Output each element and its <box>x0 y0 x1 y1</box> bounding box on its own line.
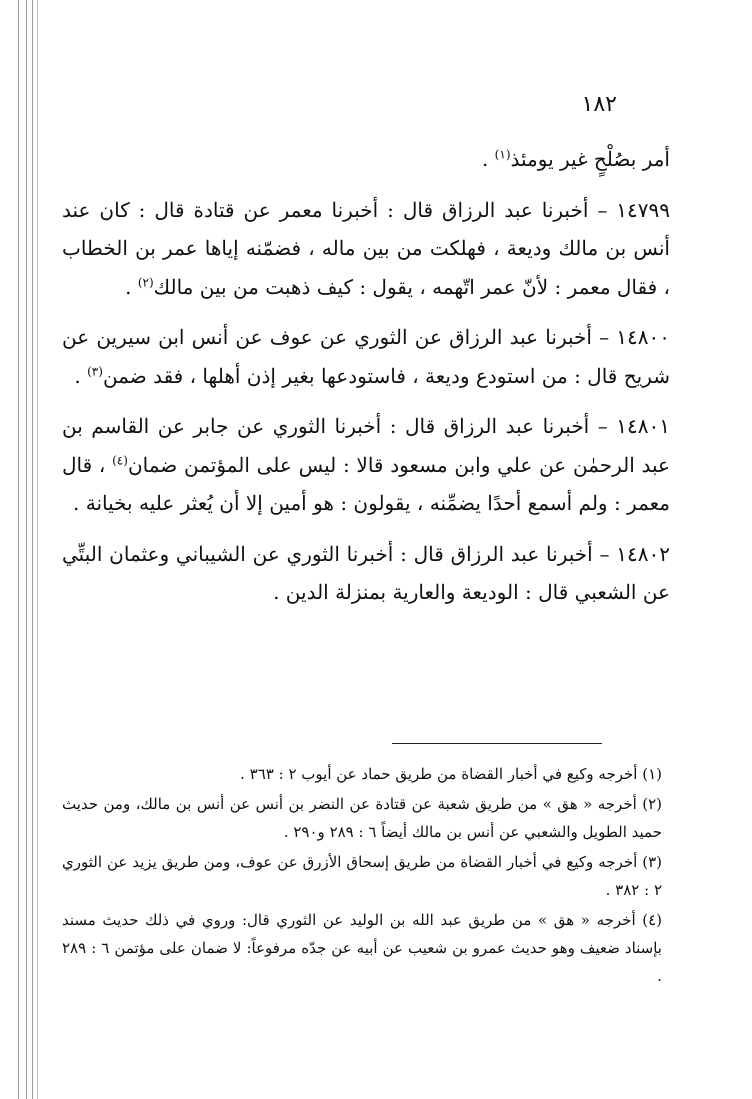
hadith-14801: ١٤٨٠١ – أخبرنا عبد الرزاق قال : أخبرنا الثوري عن جابر عن القاسم بن عبد الرحمٰن عن علي وابن مسعود قالا : ليس على المؤتمن ضمان$^{(٤)}$ ، قال معمر : ولم أسمع أحدًا يضمِّنه ، يقولون : هو أمين إلا أن يُعثر عليه بخيانة . <box>62 414 670 515</box>
hadith-14802: ١٤٨٠٢ – أخبرنا عبد الرزاق قال : أخبرنا الثوري عن الشيباني وعثمان البتِّي عن الشعبي قال : الوديعة والعارية بمنزلة الدين . <box>62 541 670 604</box>
footnote-ref: (٣) <box>87 363 103 378</box>
footnote-3: (٣) أخرجه وكيع في أخبار القضاة من طريق إسحاق الأزرق عن عوف، ومن طريق يزيد عن الثوري ٢ : ٣٨٢ . <box>62 853 662 899</box>
hadith-14800: ١٤٨٠٠ – أخبرنا عبد الرزاق عن الثوري عن عوف عن أنس ابن سيرين عن شريح قال : من استودع وديعة ، فاستودعها بغير إذن أهلها ، فقد ضمن$^{(٣)}$ . <box>62 325 670 388</box>
paragraph-continuation: أمر بصُلْحٍ غير يومئذ$^{(١)}$ . <box>481 147 670 171</box>
footnote-ref: (١) <box>494 147 511 162</box>
footnote-ref: (٢) <box>137 274 154 289</box>
footnote-ref: (٤) <box>112 452 128 467</box>
page-edge-line <box>37 0 38 1099</box>
main-text <box>62 140 670 612</box>
hadith-14799: ١٤٧٩٩ – أخبرنا عبد الرزاق قال : أخبرنا معمر عن قتادة قال : كان عند أنس بن مالك وديعة ، فهلكت من بين ماله ، فضمّنه إياها عمر بن الخطاب ، فقال معمر : لأنّ عمر اتّهمه ، يقول : كيف ذهبت من بين مالك$^{(٢)}$ . <box>62 197 670 299</box>
footnotes <box>62 760 662 992</box>
footnote-4: (٤) أخرجه « هق » من طريق عبد الله بن الوليد عن الثوري قال: وروي في ذلك حديث مسند بإسناد ضعيف وهو حديث عمرو بن شعيب عن أبيه عن جدّه مرفوعاً: لا ضمان على مؤتمن ٦ : ٢٨٩ . <box>62 911 662 985</box>
page-number: ١٨٢ <box>581 92 617 117</box>
footnote-2: (٢) أخرجه « هق » من طريق شعبة عن قتادة عن النضر بن أنس عن أنس بن مالك، ومن حديث حميد الطويل والشعبي عن أنس بن مالك أيضاً ٦ : ٢٨٩ و٢٩٠ . <box>62 795 662 841</box>
page-edge-line <box>18 0 19 1099</box>
footnote-1: (١) أخرجه وكيع في أخبار القضاة من طريق حماد عن أيوب ٢ : ٣٦٣ . <box>240 765 662 783</box>
footnote-divider <box>392 743 602 744</box>
page-edge-line <box>32 0 33 1099</box>
page-edge-line <box>26 0 27 1099</box>
